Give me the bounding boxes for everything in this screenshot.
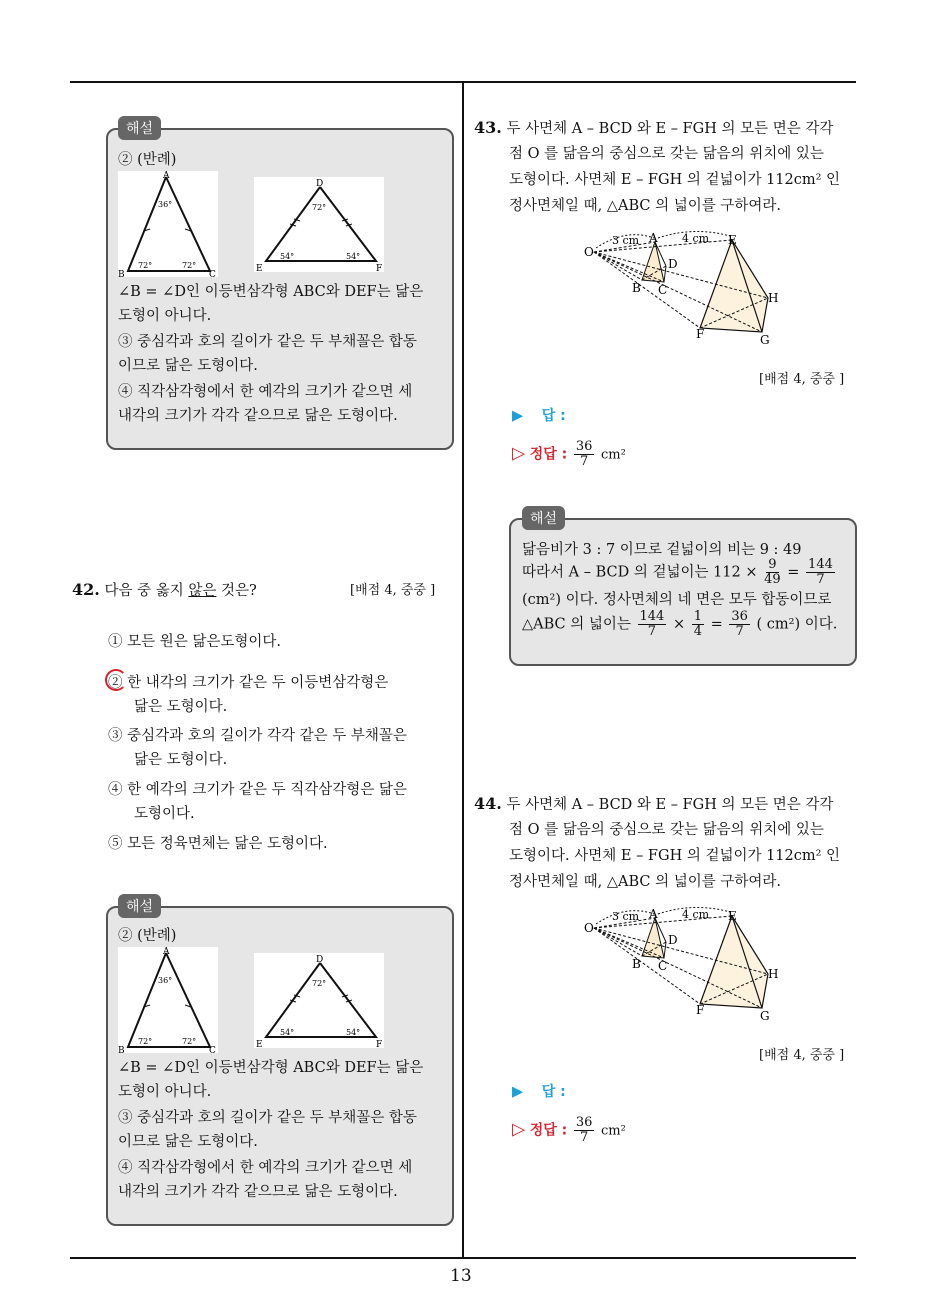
tri2-label-d: D [316,179,324,189]
play-outline-icon: ▷ [512,1119,526,1140]
tri1-label-c: C [209,270,216,277]
bottom-rule [70,1257,856,1259]
tri4-label-f: F [376,1040,383,1048]
fig1-label-o: O [584,245,594,259]
tri1-label-a: A [163,171,170,181]
fig2-label-d: D [668,933,678,947]
box1-line-2: 도형이 아니다. [118,308,212,324]
q43-correct-unit: cm² [600,447,626,463]
box2-line-2: 도형이 아니다. [118,1084,212,1100]
choice-text-1: 모든 원은 닮은도형이다. [127,634,282,650]
tri2-label-e: E [256,264,263,272]
choice-text-4a: 한 예각의 크기가 같은 두 직각삼각형은 닮은 [127,782,407,798]
fig2-label-e: E [728,909,737,923]
q44-correct-label: 정답 : [529,1122,568,1139]
fig2-label-a: A [649,907,658,921]
tri3-label-a: A [163,947,170,957]
q43-correct-row [512,440,626,476]
tetrahedron-figure-1 [582,228,782,346]
choice-mark-3: ③ [108,728,123,744]
tri2-angle-top: 72° [312,203,327,212]
fig1-label-e: E [728,233,737,247]
q44-answer-label: 답 : [541,1084,566,1100]
tri2-angle-right: 54° [346,252,361,261]
box2-line-4: 이므로 닮은 도형이다. [118,1134,258,1150]
box3-line-2: 따라서 A – BCD 의 겉넓이는 112 × $\frac{9}{49}$ = $\frac{144}{7}$ [522,557,833,587]
q44-meta: [배점 4, 중중 ] [759,1048,845,1063]
choice-text-3a: 중심각과 호의 길이가 각각 같은 두 부채꼴은 [127,728,407,744]
q43-text-0: 두 사면체 A – BCD 와 E – FGH 의 모든 면은 각각 [506,121,834,137]
fig1-len1: 3 cm [612,234,640,247]
fig2-len1: 3 cm [612,910,640,923]
fig1-label-d: D [668,257,678,271]
tri3-angle-top: 36° [158,976,173,985]
tri1-angle-left: 72° [138,261,153,270]
play-icon: ▶ [512,1084,524,1100]
tri4-label-d: D [316,955,324,965]
fig1-label-b: B [632,281,641,295]
tri3-label-b: B [118,1046,125,1053]
q43-meta: [배점 4, 중중 ] [759,372,845,387]
q44-line-3: 정사면체일 때, △ABC 의 넓이를 구하여라. [509,874,782,890]
box1-line-1: ∠B = ∠D인 이등변삼각형 ABC와 DEF는 닮은 [118,284,424,300]
box2-line-3: ③ 중심각과 호의 길이가 같은 두 부채꼴은 합동 [118,1110,417,1126]
q43-answer-row [512,404,566,428]
q44-correct-fraction: $\frac{36}{7}$ [575,1115,593,1145]
play-icon: ▶ [512,408,524,424]
box2-line-0: ② (반례) [118,928,177,944]
fig2-label-b: B [632,957,641,971]
tri4-angle-top: 72° [312,979,327,988]
choice-mark-2: ② [108,675,123,691]
q44-text-0: 두 사면체 A – BCD 와 E – FGH 의 모든 면은 각각 [506,797,834,813]
q44-line-0 [474,792,833,817]
q42-text: 다음 중 옳지 [104,583,189,599]
choice-text-2a: 한 내각의 크기가 같은 두 이등변삼각형은 [127,675,389,691]
q43-correct-fraction: $\frac{36}{7}$ [575,439,593,469]
choice-mark-4: ④ [108,782,123,798]
q42-choice-1[interactable] [108,630,281,654]
fig1-label-a: A [649,231,658,245]
explanation-tag-1: 해설 [118,116,161,140]
tri2-angle-left: 54° [280,252,295,261]
fig1-label-g: G [760,333,770,346]
box2-line-6: 내각의 크기가 각각 같으므로 닮은 도형이다. [118,1184,398,1200]
q43-answer-label: 답 : [541,408,566,424]
page-number: 13 [450,1266,472,1286]
explanation-tag-3: 해설 [522,506,565,530]
box2-line-5: ④ 직각삼각형에서 한 예각의 크기가 같으면 세 [118,1160,413,1176]
box2-line-1: ∠B = ∠D인 이등변삼각형 ABC와 DEF는 닮은 [118,1060,424,1076]
q43-line-3: 정사면체일 때, △ABC 의 넓이를 구하여라. [509,198,782,214]
play-outline-icon: ▷ [512,443,526,464]
box1-line-4: 이므로 닮은 도형이다. [118,358,258,374]
q42-choice-4[interactable] [108,778,407,802]
tri2-label-f: F [376,264,383,272]
box1-line-0: ② (반례) [118,152,177,168]
q42-choice-2[interactable] [108,671,388,695]
q42-choice-3[interactable] [108,724,407,748]
box3-line-4: △ABC 의 넓이는 $\frac{144}{7}$ × $\frac{1}{4}$ = $\frac{36}{7}$ ( cm²) 이다. [522,609,838,639]
tri4-label-e: E [256,1040,263,1048]
box1-line-3: ③ 중심각과 호의 길이가 같은 두 부채꼴은 합동 [118,334,417,350]
tri4-angle-right: 54° [346,1028,361,1037]
q43-line-2: 도형이다. 사면체 E – FGH 의 겉넓이가 112cm² 인 [509,172,841,188]
triangle-figure-def-1 [254,177,384,272]
choice-mark-1: ① [108,634,123,650]
q44-answer-row [512,1080,566,1104]
box3-line-1: 닮음비가 3 : 7 이므로 겉넓이의 비는 9 : 49 [522,542,802,558]
fig2-label-f: F [696,1003,705,1017]
box3-line-3: (cm²) 이다. 정사면체의 네 면은 모두 합동이므로 [522,592,832,608]
triangle-figure-def-2 [254,953,384,1048]
q44-line-1: 점 O 를 닮음의 중심으로 갖는 닮음의 위치에 있는 [509,822,824,838]
q44-correct-unit: cm² [600,1123,626,1139]
fig2-label-c: C [658,959,668,973]
box1-line-5: ④ 직각삼각형에서 한 예각의 크기가 같으면 세 [118,384,413,400]
fig2-label-h: H [768,967,779,981]
explanation-tag-2: 해설 [118,894,161,918]
triangle-figure-abc-2 [118,947,218,1053]
fig1-label-f: F [696,327,705,341]
fig1-label-c: C [658,283,668,297]
q42-choice-3-cont: 닮은 도형이다. [134,752,228,768]
q44-number: 44. [474,794,502,813]
q42-underlined: 않은 [188,583,217,599]
q42-text-end: 것은? [216,583,257,599]
q42-number: 42. [72,580,100,599]
tri4-angle-left: 54° [280,1028,295,1037]
choice-text-5: 모든 정육면체는 닮은 도형이다. [127,836,328,852]
q44-correct-row [512,1116,626,1152]
column-divider [462,83,464,1257]
tri1-label-b: B [118,270,125,277]
tetrahedron-figure-2 [582,904,782,1022]
q43-line-1: 점 O 를 닮음의 중심으로 갖는 닮음의 위치에 있는 [509,146,824,162]
q43-line-0 [474,116,833,141]
q42-choice-5[interactable] [108,832,328,856]
fig2-label-g: G [760,1009,770,1022]
fig2-label-o: O [584,921,594,935]
tri3-angle-right: 72° [182,1037,197,1046]
fig1-label-h: H [768,291,779,305]
tri1-angle-top: 36° [158,200,173,209]
q42-question [72,578,257,603]
tri3-label-c: C [209,1046,216,1053]
box1-line-6: 내각의 크기가 각각 같으므로 닮은 도형이다. [118,408,398,424]
triangle-figure-abc-1 [118,171,218,277]
tri1-angle-right: 72° [182,261,197,270]
tri3-angle-left: 72° [138,1037,153,1046]
fig1-len2: 4 cm [682,232,710,245]
q43-correct-label: 정답 : [529,446,568,463]
choice-mark-5: ⑤ [108,836,123,852]
q42-choice-2-cont: 닮은 도형이다. [134,699,228,715]
q42-meta: [배점 4, 중중 ] [350,583,436,598]
q42-choice-4-cont: 도형이다. [134,806,195,822]
q44-line-2: 도형이다. 사면체 E – FGH 의 겉넓이가 112cm² 인 [509,848,841,864]
q43-number: 43. [474,118,502,137]
fig2-len2: 4 cm [682,908,710,921]
